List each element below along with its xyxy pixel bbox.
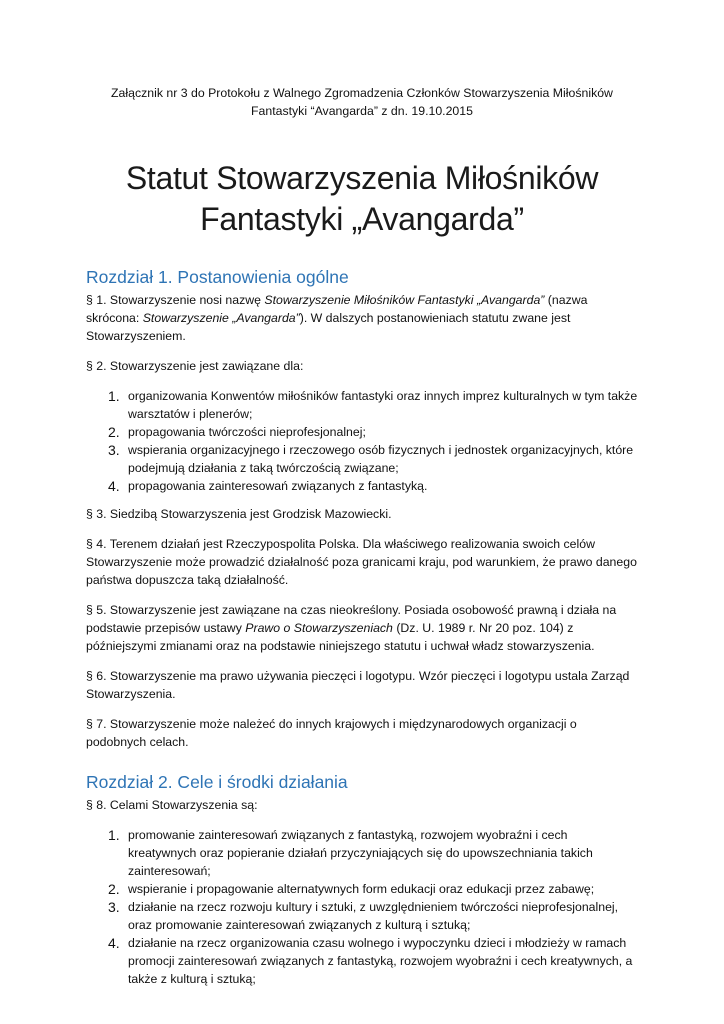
list-item-text: działanie na rzecz rozwoju kultury i sztuki, z uwzględnieniem twórczości nieprofesjonalnej, oraz promowanie zainteresowań związanych z kulturą i sztuką; bbox=[128, 900, 619, 932]
paragraph-1-text-e: ). W dalszych postanowieniach statutu zwane jest Stowarzyszeniem. bbox=[86, 311, 571, 343]
paragraph-1 bbox=[86, 291, 638, 345]
title-line-1: Statut Stowarzyszenia Miłośników bbox=[125, 160, 599, 196]
header-line-1: Załącznik nr 3 do Protokołu z Walnego Zgromadzenia Członków Stowarzyszenia Miłośników bbox=[111, 86, 613, 100]
list-item bbox=[108, 898, 638, 934]
paragraph-1-text-a: § 1. Stowarzyszenie nosi nazwę bbox=[86, 293, 265, 307]
paragraph-5-text-c: (Dz. U. 1989 r. Nr 20 poz. 104) z późniejszymi zmianami oraz na podstawie niniejszego statutu i uchwał władz stowarzyszenia. bbox=[86, 621, 595, 653]
list-item bbox=[108, 387, 638, 423]
list-item-text: wspieranie i propagowanie alternatywnych form edukacji oraz edukacji przez zabawę; bbox=[128, 882, 595, 896]
list-item bbox=[108, 934, 638, 988]
paragraph-2: § 2. Stowarzyszenie jest zawiązane dla: bbox=[86, 359, 304, 373]
paragraph-1-full-name: Stowarzyszenie Miłośników Fantastyki „Avangarda” bbox=[264, 293, 545, 307]
paragraph-5-text-a: § 5. Stowarzyszenie jest zawiązane na czas nieokreślony. Posiada osobowość prawną i działa na podstawie przepisów ustawy bbox=[86, 603, 617, 635]
list-item-text: propagowania twórczości nieprofesjonalnej; bbox=[128, 425, 366, 439]
list-item-number: 1. bbox=[108, 827, 120, 843]
header-line-2: Fantastyki “Avangarda” z dn. 19.10.2015 bbox=[251, 104, 473, 118]
paragraph-6: § 6. Stowarzyszenie ma prawo używania pieczęci i logotypu. Wzór pieczęci i logotypu ustala Zarząd Stowarzyszenia. bbox=[86, 669, 630, 701]
list-item bbox=[108, 826, 638, 880]
list-item-number: 3. bbox=[108, 899, 120, 915]
paragraph-3: § 3. Siedzibą Stowarzyszenia jest Grodzisk Mazowiecki. bbox=[86, 507, 392, 521]
list-item-text: propagowania zainteresowań związanych z fantastyką. bbox=[128, 479, 428, 493]
list-item-text: wspierania organizacyjnego i rzeczowego osób fizycznych i jednostek organizacyjnych, które podejmują działania z taką twórczością związane; bbox=[128, 443, 634, 475]
list-item bbox=[108, 441, 638, 477]
paragraph-8-list bbox=[86, 826, 638, 988]
document-title bbox=[86, 158, 638, 240]
paragraph-5 bbox=[86, 601, 638, 655]
document-header bbox=[96, 84, 628, 120]
list-item-number: 4. bbox=[108, 478, 120, 494]
list-item-number: 2. bbox=[108, 881, 120, 897]
list-item-number: 2. bbox=[108, 424, 120, 440]
list-item bbox=[108, 880, 638, 898]
chapter-1-heading: Rozdział 1. Postanowienia ogólne bbox=[86, 267, 349, 287]
chapter-2-heading: Rozdział 2. Cele i środki działania bbox=[86, 772, 348, 792]
paragraph-1-text-c: (nazwa skrócona: bbox=[86, 293, 588, 325]
paragraph-5-law-name: Prawo o Stowarzyszeniach bbox=[245, 621, 393, 635]
list-item-text: działanie na rzecz organizowania czasu wolnego i wypoczynku dzieci i młodzieży w ramach promocji zainteresowań związanych z fantastyką, rozwojem wyobraźni i cech kreatywnych, a także z kulturą i sztuką; bbox=[128, 936, 633, 986]
paragraph-2-list bbox=[86, 387, 638, 495]
list-item-text: promowanie zainteresowań związanych z fantastyką, rozwojem wyobraźni i cech kreatywnych oraz popieranie działań przyczyniających się do upowszechniania takich zainteresowań; bbox=[128, 828, 593, 878]
paragraph-1-short-name: Stowarzyszenie „Avangarda” bbox=[142, 311, 300, 325]
list-item bbox=[108, 477, 638, 495]
list-item-number: 4. bbox=[108, 935, 120, 951]
list-item-text: organizowania Konwentów miłośników fantastyki oraz innych imprez kulturalnych w tym także warsztatów i plenerów; bbox=[128, 389, 638, 421]
paragraph-7: § 7. Stowarzyszenie może należeć do innych krajowych i międzynarodowych organizacji o podobnych celach. bbox=[86, 717, 577, 749]
list-item-number: 1. bbox=[108, 388, 120, 404]
paragraph-8: § 8. Celami Stowarzyszenia są: bbox=[86, 798, 258, 812]
list-item-number: 3. bbox=[108, 442, 120, 458]
list-item bbox=[108, 423, 638, 441]
paragraph-4: § 4. Terenem działań jest Rzeczypospolita Polska. Dla właściwego realizowania swoich celów Stowarzyszenie może prowadzić działalność poza granicami kraju, pod warunkiem, że prawo danego państwa dopuszcza taką działalność. bbox=[86, 537, 637, 587]
title-line-2: Fantastyki „Avangarda” bbox=[200, 201, 524, 237]
